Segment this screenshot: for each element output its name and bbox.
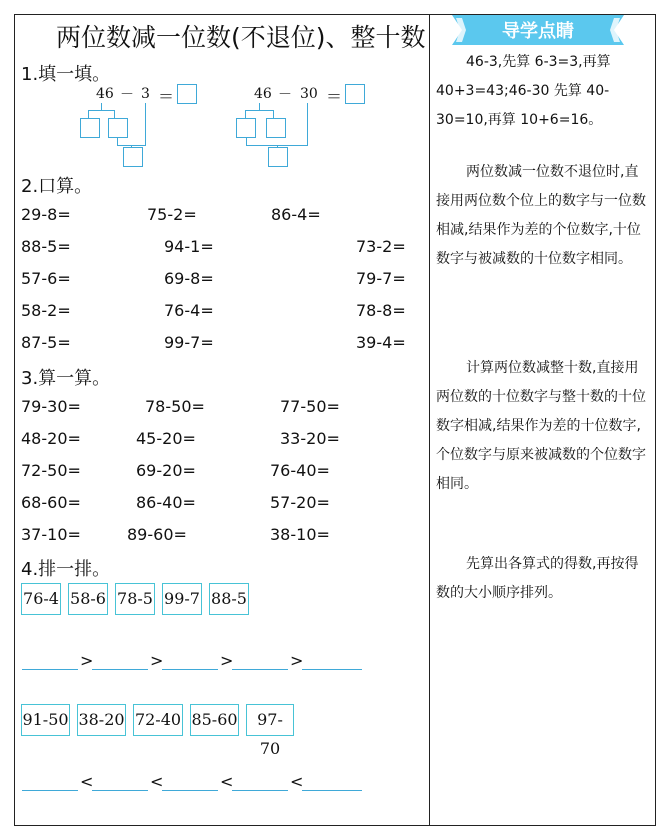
oral-item: 94-1=	[164, 237, 214, 256]
oral-item: 58-2=	[21, 301, 71, 320]
answer-blank[interactable]	[302, 668, 362, 670]
section3-heading: 3.算一算。	[21, 368, 111, 389]
calc-item: 77-50=	[280, 397, 340, 416]
oral-item: 99-7=	[164, 333, 214, 352]
hint-paragraph-2: 两位数减一位数不退位时,直接用两位数个位上的数字与一位数相减,结果作为差的个位数字,十位数字与被减数的十位数字相同。	[436, 164, 646, 267]
connect-line	[246, 138, 247, 145]
oral-item: 78-8=	[356, 301, 406, 320]
calc-item: 37-10=	[21, 525, 81, 544]
calc-item: 57-20=	[270, 493, 330, 512]
eq1-operator: －	[120, 87, 134, 103]
calc-item: 86-40=	[136, 493, 196, 512]
less-than-sign: <	[150, 772, 164, 791]
section1-heading: 1.填一填。	[21, 64, 111, 85]
worksheet-title: 两位数减一位数(不退位)、整十数	[56, 23, 426, 52]
answer-blank[interactable]	[162, 789, 218, 791]
oral-item: 75-2=	[147, 205, 197, 224]
calc-item: 45-20=	[136, 429, 196, 448]
oral-item: 57-6=	[21, 269, 71, 288]
calc-item: 69-20=	[136, 461, 196, 480]
eq2-result-box[interactable]	[268, 147, 288, 167]
split-line	[88, 110, 114, 111]
oral-item: 86-4=	[271, 205, 321, 224]
split-line	[245, 110, 273, 111]
answer-blank[interactable]	[22, 789, 78, 791]
oral-item: 79-7=	[356, 269, 406, 288]
expression-card: 38-20	[77, 704, 126, 736]
eq2-operator: －	[278, 87, 292, 103]
eq1-minuend: 46	[96, 86, 114, 102]
calc-item: 79-30=	[21, 397, 81, 416]
eq1-result-box[interactable]	[123, 147, 143, 167]
expression-card: 97-70	[246, 704, 294, 736]
eq2-answer-box[interactable]	[345, 84, 365, 104]
expression-card: 72-40	[133, 704, 183, 736]
eq2-subtrahend: 30	[300, 86, 318, 102]
answer-blank[interactable]	[232, 789, 288, 791]
expression-card: 85-60	[190, 704, 239, 736]
oral-item: 76-4=	[164, 301, 214, 320]
oral-item: 73-2=	[356, 237, 406, 256]
greater-than-sign: >	[290, 651, 304, 670]
oral-item: 69-8=	[164, 269, 214, 288]
expression-card: 88-5	[209, 583, 249, 615]
split-line	[273, 110, 274, 118]
section2-heading: 2.口算。	[21, 176, 93, 197]
answer-blank[interactable]	[162, 668, 218, 670]
answer-blank[interactable]	[232, 668, 288, 670]
column-divider	[429, 14, 430, 826]
oral-item: 87-5=	[21, 333, 71, 352]
calc-item: 68-60=	[21, 493, 81, 512]
answer-blank[interactable]	[22, 668, 78, 670]
eq2-minuend: 46	[254, 86, 272, 102]
oral-item: 88-5=	[21, 237, 71, 256]
less-than-sign: <	[290, 772, 304, 791]
calc-item: 76-40=	[270, 461, 330, 480]
split-line	[114, 110, 115, 118]
eq2-equals: ＝	[326, 87, 343, 106]
eq1-answer-box[interactable]	[177, 84, 197, 104]
expression-card: 78-5	[115, 583, 155, 615]
greater-than-sign: >	[220, 651, 234, 670]
less-than-sign: <	[80, 772, 94, 791]
hint-banner-title: 导学点睛	[502, 21, 574, 42]
expression-card: 58-6	[68, 583, 108, 615]
greater-than-sign: >	[150, 651, 164, 670]
hint-paragraph-1: 46-3,先算 6-3=3,再算40+3=43;46-30 先算 40-30=10,再算 10+6=16。	[436, 54, 611, 128]
calc-item: 78-50=	[145, 397, 205, 416]
calc-item: 33-20=	[280, 429, 340, 448]
split-line	[88, 110, 89, 118]
oral-item: 39-4=	[356, 333, 406, 352]
connect-line	[145, 103, 146, 145]
eq1-ones-box[interactable]	[108, 118, 128, 138]
split-line	[245, 110, 246, 118]
less-than-sign: <	[220, 772, 234, 791]
expression-card: 91-50	[21, 704, 70, 736]
eq1-tens-box[interactable]	[80, 118, 100, 138]
hint-paragraph-4: 先算出各算式的得数,再按得数的大小顺序排列。	[436, 556, 639, 601]
calc-item: 72-50=	[21, 461, 81, 480]
section4-heading: 4.排一排。	[21, 559, 111, 580]
eq1-subtrahend: 3	[141, 86, 150, 102]
eq2-tens-box[interactable]	[236, 118, 256, 138]
answer-blank[interactable]	[92, 789, 148, 791]
calc-item: 89-60=	[127, 525, 187, 544]
eq2-ones-box[interactable]	[266, 118, 286, 138]
hint-banner	[452, 15, 624, 45]
expression-card: 76-4	[21, 583, 61, 615]
connect-line	[117, 138, 118, 145]
expression-card: 99-7	[162, 583, 202, 615]
calc-item: 38-10=	[270, 525, 330, 544]
greater-than-sign: >	[80, 651, 94, 670]
answer-blank[interactable]	[92, 668, 148, 670]
eq1-equals: ＝	[158, 87, 175, 106]
calc-item: 48-20=	[21, 429, 81, 448]
connect-line	[307, 103, 308, 145]
hint-paragraph-3: 计算两位数减整十数,直接用两位数的十位数字与整十数的十位数字相减,结果作为差的十位数字,个位数字与原来被减数的个位数字相同。	[436, 360, 646, 492]
answer-blank[interactable]	[302, 789, 362, 791]
oral-item: 29-8=	[21, 205, 71, 224]
